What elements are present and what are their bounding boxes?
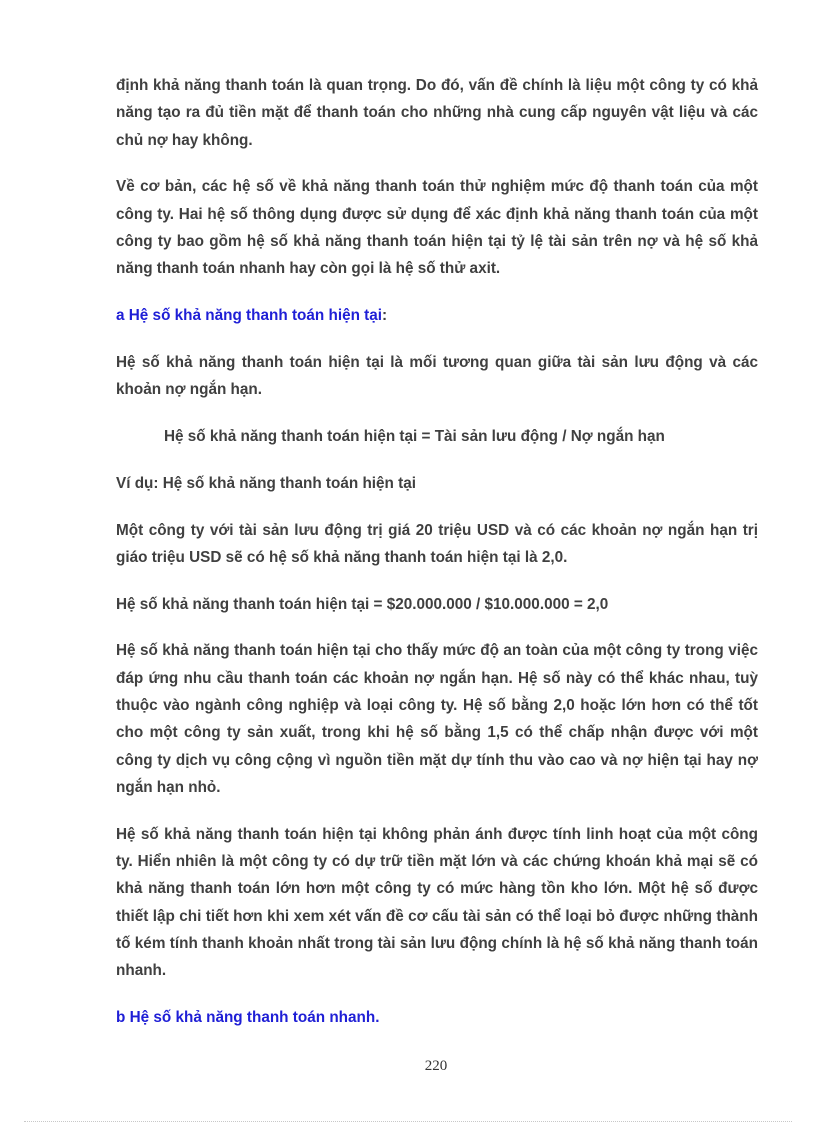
example-label: Ví dụ: Hệ số khả năng thanh toán hiện tại	[116, 474, 417, 492]
document-page	[116, 72, 758, 1031]
calculation-line: Hệ số khả năng thanh toán hiện tại = $20.000.000 / $10.000.000 = 2,0	[116, 595, 609, 613]
section-heading-b: b Hệ số khả năng thanh toán nhanh.	[116, 1009, 380, 1027]
paragraph-basics: Về cơ bản, các hệ số về khả năng thanh toán thử nghiệm mức độ thanh toán của một công ty. Hai hệ số thông dụng được sử dụng để xác định khả năng thanh toán của một công ty bao gồm hệ số khả năng thanh toán hiện tại tỷ lệ tài sản trên nợ và hệ số khả năng thanh toán nhanh hay còn gọi là hệ số thử axit.	[116, 178, 758, 278]
paragraph-example: Một công ty với tài sản lưu động trị giá 20 triệu USD và có các khoản nợ ngắn hạn trị giáo triệu USD sẽ có hệ số khả năng thanh toán hiện tại là 2,0.	[116, 521, 758, 566]
section-heading-a-colon: :	[382, 307, 388, 325]
paragraph-definition: Hệ số khả năng thanh toán hiện tại là mối tương quan giữa tài sản lưu động và các khoản nợ ngắn hạn.	[116, 353, 758, 399]
page-number: 220	[424, 1058, 448, 1074]
paragraph-safety: Hệ số khả năng thanh toán hiện tại cho thấy mức độ an toàn của một công ty trong việc đáp ứng nhu cầu thanh toán các khoản nợ ngắn hạn. Hệ số này có thể khác nhau, tuỳ thuộc vào ngành công nghiệp và loại công ty. Hệ số bằng 2,0 hoặc lớn hơn có thể tốt cho một công ty sản xuất, trong khi hệ số bằng 1,5 có thể chấp nhận được với một công ty dịch vụ công cộng vì nguồn tiền mặt dự tính thu vào cao và nợ hiện tại hay nợ ngắn hạn nhỏ.	[116, 642, 758, 796]
page-bottom-divider	[24, 1121, 792, 1122]
section-heading-a	[116, 302, 758, 329]
paragraph-intro: định khả năng thanh toán là quan trọng. Do đó, vấn đề chính là liệu một công ty có khả năng tạo ra đủ tiền mặt để thanh toán cho những nhà cung cấp nguyên vật liệu và các chủ nợ hay không.	[116, 77, 758, 149]
section-heading-a-text: a Hệ số khả năng thanh toán hiện tại	[116, 307, 383, 325]
paragraph-flexibility: Hệ số khả năng thanh toán hiện tại không phản ánh được tính linh hoạt của một công ty. Hiển nhiên là một công ty có dự trữ tiền mặt lớn và các chứng khoán khả mại sẽ có khả năng thanh toán lớn hơn một công ty có mức hàng tồn kho lớn. Một hệ số được thiết lập chi tiết hơn khi xem xét vấn đề cơ cấu tài sản có thể loại bỏ được những thành tố kém tính thanh khoản nhất trong tài sản lưu động chính là hệ số khả năng thanh toán nhanh.	[116, 825, 758, 980]
formula-line: Hệ số khả năng thanh toán hiện tại = Tài sản lưu động / Nợ ngắn hạn	[164, 427, 665, 445]
